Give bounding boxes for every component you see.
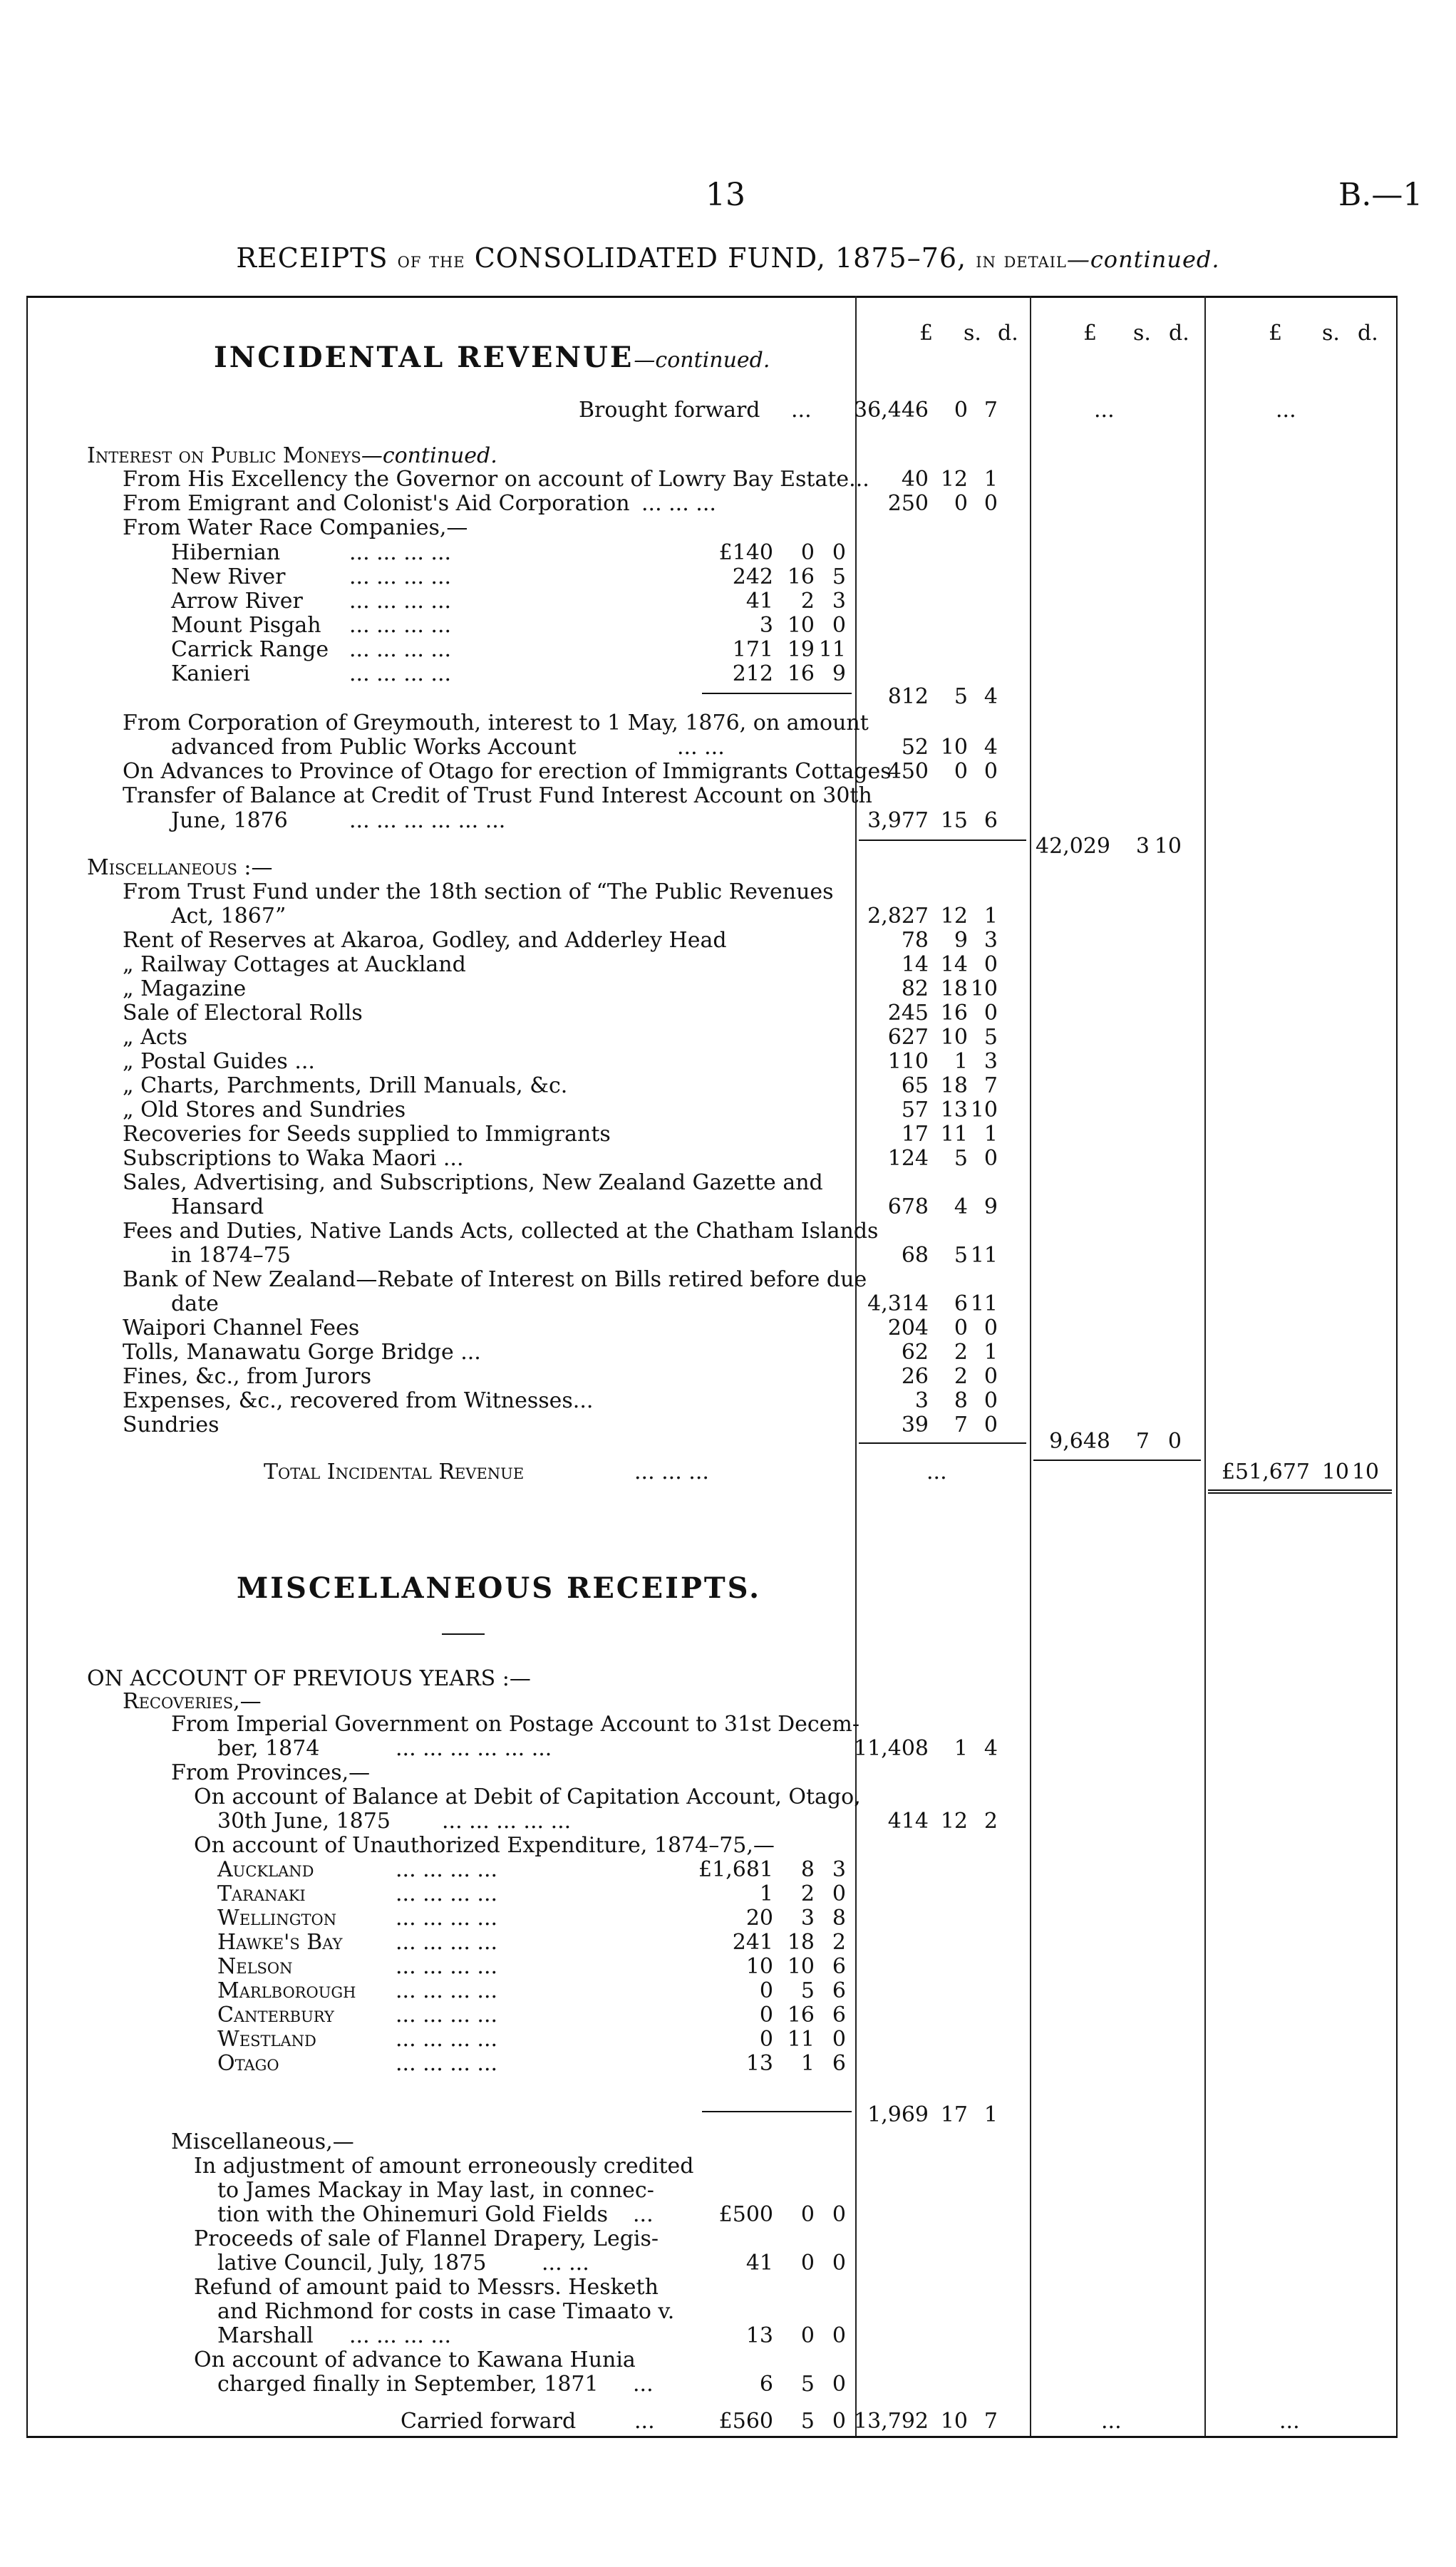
table-row: „ Postal Guides ... 110 1 3 [123, 1049, 998, 1074]
table-row: June, 1876 ... ... ... ... ... ... 3,977 15 6 [171, 808, 998, 833]
table-row: „ Railway Cottages at Auckland 14 14 0 [123, 952, 998, 977]
table-row: From Water Race Companies,— [123, 515, 468, 540]
table-row: On account of Unauthorized Expenditure, 1874–75,— [194, 1833, 775, 1858]
table-row: Fines, &c., from Jurors 26 2 0 [123, 1364, 998, 1389]
col2-pence: d. [1169, 321, 1189, 346]
table-row: From Provinces,— [171, 1760, 371, 1785]
col3-shillings: s. [1322, 321, 1340, 346]
table-row: Kanieri ... ... ... ... 212 16 9 [171, 661, 846, 686]
table-row: Hawke's Bay ... ... ... ... 241 18 2 [217, 1930, 846, 1955]
table-row: Wellington ... ... ... ... 20 3 8 [217, 1906, 846, 1931]
table-row: „ Charts, Parchments, Drill Manuals, &c. 65 18 7 [123, 1073, 998, 1098]
table-row: New River ... ... ... ... 242 16 5 [171, 564, 846, 589]
table-row: From His Excellency the Governor on account of Lowry Bay Estate... 40 12 1 [123, 467, 998, 492]
table-row: Auckland ... ... ... ... £1,681 8 3 [217, 1857, 846, 1882]
table-row: Transfer of Balance at Credit of Trust Fund Interest Account on 30th [123, 783, 872, 808]
table-row: Marshall ... ... ... ... 13 0 0 [217, 2323, 846, 2348]
table-row: Bank of New Zealand—Rebate of Interest on Bills retired before due [123, 1267, 867, 1292]
table-row: On account of Balance at Debit of Capitation Account, Otago, [194, 1784, 861, 1809]
table-row: lative Council, July, 1875 ... ... 41 0 0 [217, 2251, 846, 2276]
table-row: Rent of Reserves at Akaroa, Godley, and Adderley Head 78 9 3 [123, 928, 998, 953]
section-heading: INCIDENTAL REVENUE—continued. [214, 341, 770, 374]
carried-forward-row: Carried forward ... £560 5 0 13,792 10 7 ... ... [401, 2409, 1300, 2434]
table-row: Fees and Duties, Native Lands Acts, collected at the Chatham Islands [123, 1219, 879, 1244]
table-row: Nelson ... ... ... ... 10 10 6 [217, 1954, 846, 1979]
table-row: advanced from Public Works Account ... ... 52 10 4 [171, 735, 998, 760]
total-row: Total Incidental Revenue ... ... ... ... £51,677 10 10 [264, 1460, 1379, 1484]
table-row: On Advances to Province of Otago for erection of Immigrants Cottages 450 0 0 [123, 759, 998, 784]
subsection-heading: Interest on Public Moneys—continued. [87, 443, 497, 468]
table-row: Recoveries for Seeds supplied to Immigrants 17 11 1 [123, 1122, 998, 1147]
col2-pounds: £ [1083, 321, 1098, 346]
table-row: Subscriptions to Waka Maori ... 124 5 0 [123, 1146, 998, 1171]
table-row: „ Acts 627 10 5 [123, 1025, 998, 1050]
table-row: and Richmond for costs in case Timaato v. [217, 2299, 675, 2324]
table-row: Taranaki ... ... ... ... 1 2 0 [217, 1881, 846, 1906]
table-row: Hansard 678 4 9 [171, 1194, 998, 1219]
section-heading: MISCELLANEOUS RECEIPTS. [237, 1571, 762, 1605]
page-number: 13 [706, 177, 745, 213]
table-row: Sundries 39 7 0 [123, 1412, 998, 1437]
table-row: to James Mackay in May last, in connec- [217, 2178, 654, 2203]
table-row: Waipori Channel Fees 204 0 0 [123, 1316, 998, 1341]
table-row: Carrick Range ... ... ... ... 171 19 11 [171, 637, 846, 662]
col1-pence: d. [998, 321, 1018, 346]
table-row: ber, 1874 ... ... ... ... ... ... 11,408 1 4 [217, 1736, 998, 1761]
table-row: „ Old Stores and Sundries 57 13 10 [123, 1097, 998, 1122]
table-row: Mount Pisgah ... ... ... ... 3 10 0 [171, 613, 846, 638]
table-row: Miscellaneous,— [171, 2129, 354, 2154]
table-row: 812 5 4 [887, 684, 998, 709]
table-row: Brought forward ... 36,446 0 7 ... ... [579, 398, 1296, 423]
table-row: Proceeds of sale of Flannel Drapery, Legis- [194, 2226, 659, 2251]
table-row: On account of advance to Kawana Hunia [194, 2348, 636, 2372]
table-row: In adjustment of amount erroneously credited [194, 2154, 694, 2179]
col2-shillings: s. [1133, 321, 1151, 346]
table-row: Westland ... ... ... ... 0 11 0 [217, 2027, 846, 2052]
table-row: From Trust Fund under the 18th section of “The Public Revenues [123, 879, 834, 904]
table-row: Marlborough ... ... ... ... 0 5 6 [217, 1978, 846, 2003]
col3-pence: d. [1358, 321, 1378, 346]
col3-pounds: £ [1269, 321, 1283, 346]
table-row: Arrow River ... ... ... ... 41 2 3 [171, 589, 846, 614]
page-title: RECEIPTS of the CONSOLIDATED FUND, 1875–76, in detail—continued. [236, 242, 1220, 274]
total-double-rule [1208, 1489, 1392, 1494]
table-row: in 1874–75 68 5 11 [171, 1243, 998, 1268]
table-row: 42,029 3 10 [1036, 834, 1182, 859]
table-row: Tolls, Manawatu Gorge Bridge ... 62 2 1 [123, 1340, 998, 1365]
table-row: Refund of amount paid to Messrs. Hesketh [194, 2275, 659, 2300]
table-row: 9,648 7 0 [1049, 1429, 1182, 1454]
table-row: From Imperial Government on Postage Account to 31st Decem- [171, 1712, 860, 1737]
table-row: ON ACCOUNT OF PREVIOUS YEARS :— [87, 1666, 531, 1691]
document-code: B.—1 [1338, 177, 1423, 213]
table-row: Canterbury ... ... ... ... 0 16 6 [217, 2003, 846, 2028]
table-row: Expenses, &c., recovered from Witnesses... 3 8 0 [123, 1388, 998, 1413]
table-row: From Emigrant and Colonist's Aid Corporation ... ... ... 250 0 0 [123, 491, 998, 516]
table-row: Sale of Electoral Rolls 245 16 0 [123, 1001, 998, 1026]
section-divider [442, 1633, 485, 1635]
table-row: Recoveries,— [123, 1689, 262, 1714]
table-row: tion with the Ohinemuri Gold Fields ... £500 0 0 [217, 2202, 846, 2227]
table-row: Act, 1867” 2,827 12 1 [171, 904, 998, 929]
table-row: 30th June, 1875 ... ... ... ... ... 414 12 2 [217, 1809, 998, 1834]
table-row: Otago ... ... ... ... 13 1 6 [217, 2051, 846, 2076]
col1-shillings: s. [964, 321, 981, 346]
table-row: From Corporation of Greymouth, interest to 1 May, 1876, on amount [123, 711, 869, 735]
table-row: „ Magazine 82 18 10 [123, 976, 998, 1001]
table-row: Sales, Advertising, and Subscriptions, New Zealand Gazette and [123, 1170, 823, 1195]
table-row: charged finally in September, 1871 ... 6 5 0 [217, 2372, 846, 2397]
table-row: Hibernian ... ... ... ... £140 0 0 [171, 540, 846, 565]
table-row: date 4,314 6 11 [171, 1291, 998, 1316]
table-row: 1,969 17 1 [867, 2102, 998, 2127]
col1-pounds: £ [919, 321, 934, 346]
subsection-heading: Miscellaneous :— [87, 855, 273, 880]
